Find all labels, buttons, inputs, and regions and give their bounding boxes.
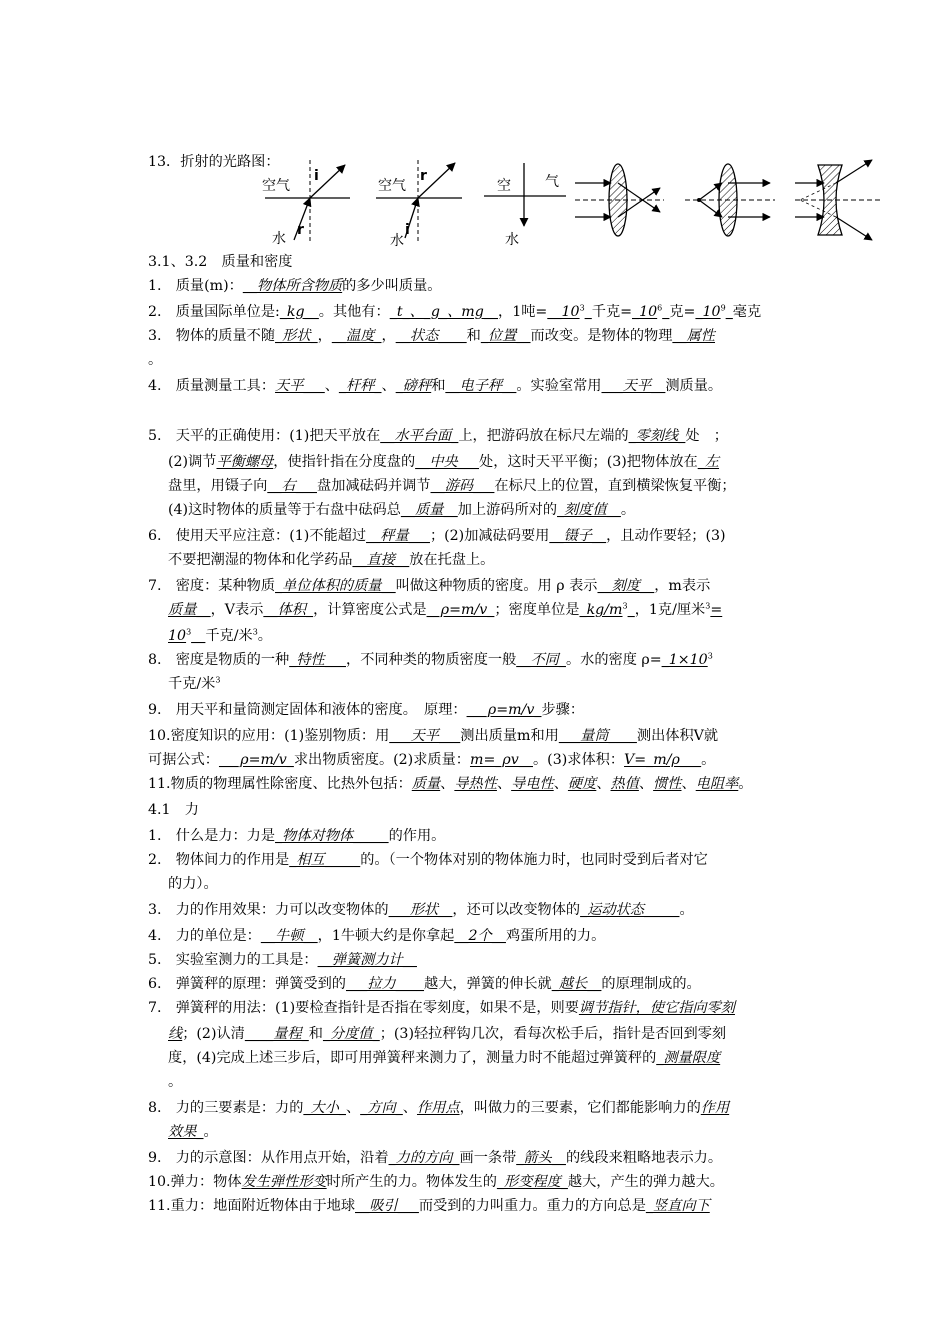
text-line: [148, 426, 728, 446]
text-line: [168, 1122, 218, 1142]
answer-blank: _1×10: [661, 652, 708, 668]
label-air-3b: 气: [545, 174, 559, 190]
text-segment: 5. 实验室测力的工具是：: [148, 952, 318, 968]
text-line: [148, 1148, 722, 1168]
answer-blank: __电子秤__: [445, 378, 517, 394]
text-segment: 3. 力的作用效果：力可以改变物体的: [148, 902, 389, 918]
text-segment: 。: [701, 752, 716, 768]
superscript: 3: [705, 601, 711, 611]
text-line: [148, 1196, 710, 1216]
answer-blank: ___天平___: [389, 728, 461, 744]
text-segment: 8. 密度是物质的一种: [148, 652, 290, 668]
text-segment: (4)这时物体的质量等于右盘中砝码总: [168, 502, 401, 518]
text-line: [148, 302, 761, 322]
answer-blank: __属性: [672, 328, 715, 344]
text-segment: ；(3)轻拉秤钩几次，看每次松手后，指针是否回到零刻: [379, 1026, 727, 1042]
answer-blank: _大小_: [303, 1100, 346, 1116]
answer-blank: _刻度值__: [557, 502, 621, 518]
text-segment: 在标尺上的位置，直到横梁恢复平衡；: [494, 478, 736, 494]
text-segment: 越大，弹簧的伸长就: [424, 976, 552, 992]
text-segment: ；(2)加减砝码要用: [429, 528, 550, 544]
text-line: [168, 550, 494, 570]
answer-blank: _10: [695, 304, 721, 320]
text-segment: 、: [440, 776, 455, 792]
text-segment: 上，把游码放在标尺左端的: [458, 428, 629, 444]
answer-blank: __镊子__: [549, 528, 607, 544]
text-segment: 7. 弹簧秤的用法：(1)要检查指针是否指在零刻度，如果不是，则要: [148, 1000, 579, 1016]
text-segment: 7. 密度：某种物质: [148, 578, 276, 594]
text-segment: 5. 天平的正确使用：(1)把天平放在: [148, 428, 381, 444]
text-line: [148, 926, 605, 946]
answer-blank: _位置__: [480, 328, 531, 344]
superscript: 9: [720, 303, 726, 313]
text-line: [168, 874, 218, 894]
text-line: [168, 1072, 182, 1092]
answer-blank: __直接__: [352, 552, 410, 568]
answer-blank: _: [725, 304, 733, 320]
text-segment: 、: [402, 1100, 417, 1116]
answer-blank: _竖直向下: [645, 1198, 710, 1214]
answer-blank: __刻度__: [597, 578, 655, 594]
answer-blank: ____量程_: [244, 1026, 309, 1042]
answer-blank: __牛顿__: [260, 928, 318, 944]
answer-blank: 平衡螺母: [216, 454, 274, 470]
text-segment: 的。（一个物体对别的物体施力时，也同时受到后者对它: [360, 852, 708, 868]
text-segment: 3.1、3.2 质量和密度: [148, 254, 293, 270]
label-i-1: i: [314, 168, 319, 184]
answer-blank: _零刻线_: [628, 428, 686, 444]
text-segment: 千克=: [591, 304, 633, 320]
answer-blank: __物体所含物质: [242, 278, 343, 294]
answer-blank: 作用点: [416, 1100, 460, 1116]
text-segment: 测质量。: [665, 378, 723, 394]
answer-blank: 效果_: [168, 1124, 204, 1140]
text-segment: 毫克: [732, 304, 762, 320]
text-segment: 10.密度知识的应用：(1)鉴别物质：用: [148, 728, 390, 744]
answer-blank: 调节指针，使它指向零刻: [578, 1000, 735, 1016]
text-segment: 、: [381, 378, 396, 394]
text-segment: 测出体积V就: [636, 728, 719, 744]
text-segment: ，1吨=: [498, 304, 548, 320]
text-segment: 、: [496, 776, 512, 792]
text-segment: 8. 力的三要素是：力的: [148, 1100, 304, 1116]
answer-blank: _左: [697, 454, 720, 470]
answer-blank: _相互_____: [289, 852, 361, 868]
text-segment: ；密度单位是: [494, 602, 580, 618]
superscript: 3: [622, 601, 628, 611]
label-water-1: 水: [272, 231, 286, 247]
text-segment: 、: [553, 776, 568, 792]
text-segment: 、: [638, 776, 654, 792]
superscript: 3: [579, 303, 585, 313]
text-segment: 步骤：: [541, 702, 585, 718]
answer-blank: _: [584, 304, 592, 320]
answer-blank: 天平___: [275, 378, 325, 394]
text-segment: ，: [317, 328, 332, 344]
text-line: [148, 700, 584, 720]
text-segment: 。: [203, 1124, 218, 1140]
answer-blank: __游码___: [430, 478, 495, 494]
text-segment: 加上游码所对的: [457, 502, 558, 518]
answer-blank: _物体对物体_____: [275, 828, 389, 844]
answer-blank: __10: [547, 304, 580, 320]
text-segment: 处，这时天平平衡；(3)把物体放在: [479, 454, 698, 470]
text-segment: 的多少叫质量。: [342, 278, 442, 294]
text-segment: 3. 物体的质量不随: [148, 328, 276, 344]
answer-blank: 质量__: [168, 602, 211, 618]
answer-blank: 质量: [411, 776, 441, 792]
text-segment: 盘里，用镊子向: [168, 478, 268, 494]
text-line: [148, 826, 445, 846]
text-segment: 。水的密度 ρ=: [565, 652, 662, 668]
answer-blank: _: [627, 602, 635, 618]
text-segment: 4.1 力: [148, 802, 199, 818]
text-segment: 、: [346, 1100, 361, 1116]
answer-blank: _测量限度: [656, 1050, 721, 1066]
text-segment: 的线段来粗略地表示力。: [565, 1150, 723, 1166]
answer-blank: 导电性: [511, 776, 554, 792]
text-line: [148, 1098, 729, 1118]
text-segment: 。其他有：: [318, 304, 390, 320]
answer-blank: ___量筒____: [558, 728, 637, 744]
superscript: 3: [252, 627, 258, 637]
text-segment: 。: [620, 502, 636, 518]
answer-blank: __弹簧测力计__: [317, 952, 417, 968]
text-segment: 的原理制成的。: [601, 976, 701, 992]
text-segment: 9. 用天平和量筒测定固体和液体的密度。 原理：: [148, 702, 467, 718]
text-segment: 和: [308, 1026, 323, 1042]
refraction-diagrams: [0, 0, 950, 260]
text-segment: 10.弹力：物体: [148, 1174, 242, 1190]
answer-blank: 硬度: [567, 776, 597, 792]
text-segment: 11.重力：地面附近物体由于地球: [148, 1198, 356, 1214]
text-segment: 1. 质量(m)：: [148, 278, 243, 294]
answer-blank: _形变程度_: [496, 1174, 568, 1190]
answer-blank: _杆秤_: [338, 378, 382, 394]
answer-blank: __体积_: [263, 602, 314, 618]
text-segment: 千克/米: [205, 628, 253, 644]
answer-blank: _: [662, 304, 670, 320]
answer-blank: _磅秤: [395, 378, 432, 394]
text-line: [148, 900, 694, 920]
text-segment: 。(3)求体积：: [532, 752, 625, 768]
answer-blank: __不同_: [516, 652, 566, 668]
superscript: 3: [215, 675, 221, 685]
label-water-3: 水: [505, 232, 519, 248]
text-line: [168, 674, 220, 694]
text-segment: ，且动作要轻；(3): [606, 528, 726, 544]
answer-blank: 线: [168, 1026, 183, 1042]
text-line: [168, 1048, 720, 1068]
text-segment: ，V表示: [210, 602, 264, 618]
answer-blank: _kg__: [279, 304, 319, 320]
text-segment: 时所产生的力。物体发生的: [326, 1174, 497, 1190]
text-segment: 放在托盘上。: [409, 552, 495, 568]
answer-blank: __质量__: [400, 502, 458, 518]
answer-blank: __2个__: [454, 928, 506, 944]
label-water-2: 水: [390, 233, 404, 249]
text-line: [168, 452, 719, 472]
text-line: [148, 650, 713, 670]
answer-blank: _10: [632, 304, 658, 320]
answer-blank: __吸引___: [355, 1198, 419, 1214]
answer-blank: __右___: [267, 478, 317, 494]
text-segment: 。: [679, 902, 694, 918]
answer-blank: __温度_: [331, 328, 382, 344]
text-line: [148, 1172, 724, 1192]
text-line: [148, 576, 710, 596]
text-line: [148, 376, 722, 396]
answer-blank: _方向_: [360, 1100, 403, 1116]
text-line: [148, 974, 701, 994]
text-segment: 而改变。是物体的物理: [530, 328, 673, 344]
text-segment: ；(2)认清: [182, 1026, 245, 1042]
text-segment: 克=: [669, 304, 696, 320]
text-line: [148, 850, 708, 870]
text-segment: 。实验室常用: [516, 378, 602, 394]
superscript: 3: [707, 651, 713, 661]
answer-blank: _kg/m: [579, 602, 623, 618]
label-r-1: r: [297, 222, 304, 238]
text-segment: ，还可以改变物体的: [452, 902, 581, 918]
text-segment: 、: [596, 776, 611, 792]
label-r-2: r: [420, 168, 427, 184]
text-line: [148, 526, 726, 546]
text-segment: 而受到的力叫重力。重力的方向总是: [418, 1198, 646, 1214]
text-segment: 可据公式：: [148, 752, 219, 768]
text-segment: 画一条带: [459, 1150, 517, 1166]
answer-blank: ___拉力____: [345, 976, 425, 992]
text-segment: 求出物质密度。(2)求质量：: [293, 752, 470, 768]
answer-blank: _单位体积的质量__: [275, 578, 396, 594]
text-line: [148, 350, 162, 370]
superscript: 6: [657, 303, 663, 313]
text-segment: 2. 物体间力的作用是: [148, 852, 290, 868]
text-segment: ，不同种类的物质密度一般: [346, 652, 517, 668]
text-segment: 和: [431, 378, 446, 394]
answer-blank: =: [710, 602, 723, 618]
text-segment: 度，(4)完成上述三步后，即可用弹簧秤来测力了，测量力时不能超过弹簧秤的: [168, 1050, 657, 1066]
text-line: [148, 750, 715, 770]
answer-blank: __中央___: [415, 454, 479, 470]
answer-blank: ___形状__: [388, 902, 453, 918]
text-segment: 9. 力的示意图：从作用点开始，沿着: [148, 1150, 389, 1166]
text-segment: 叫做这种物质的密度。用 ρ 表示: [395, 578, 598, 594]
text-segment: ，m表示: [654, 578, 711, 594]
text-segment: 不要把潮湿的物体和化学药品: [168, 552, 353, 568]
refraction-diagram-3: [484, 163, 566, 248]
text-line: [148, 326, 715, 346]
text-segment: 盘加减砝码并调节: [317, 478, 431, 494]
answer-blank: m=_ρv__: [469, 752, 533, 768]
text-segment: 11.物质的物理属性除密度、比热外包括：: [148, 776, 412, 792]
text-segment: ，使指针指在分度盘的: [273, 454, 416, 470]
answer-blank: 热值: [610, 776, 639, 792]
text-line: [148, 774, 752, 794]
text-segment: ，1克/厘米: [634, 602, 706, 618]
text-segment: 6. 弹簧秤的原理：弹簧受到的: [148, 976, 346, 992]
answer-blank: _分度值_: [322, 1026, 380, 1042]
answer-blank: _箭头__: [516, 1150, 566, 1166]
text-segment: 鸡蛋所用的力。: [505, 928, 606, 944]
label-air-1: 空气: [262, 178, 290, 194]
answer-blank: __: [191, 628, 206, 644]
text-segment: 千克/米: [168, 676, 216, 692]
text-line: [148, 726, 718, 746]
convex-lens-diagram-2: [685, 164, 775, 236]
diagram-title: 13．折射的光路图：: [148, 154, 280, 170]
label-i-2: i: [405, 222, 410, 238]
answer-blank: 惯性: [653, 776, 682, 792]
answer-blank: _运动状态_____: [580, 902, 680, 918]
superscript: 3: [186, 627, 192, 637]
text-segment: 越大，产生的弹力越大。: [567, 1174, 724, 1190]
answer-blank: _越长__: [551, 976, 602, 992]
convex-lens-diagram-1: [575, 164, 664, 236]
text-line: [148, 252, 292, 272]
concave-lens-diagram: [795, 160, 880, 240]
refraction-diagram-2: [376, 160, 462, 249]
text-segment: (2)调节: [168, 454, 217, 470]
answer-blank: __状态____: [395, 328, 467, 344]
text-segment: 的作用。: [388, 828, 446, 844]
answer-blank: __水平台面_: [380, 428, 459, 444]
text-segment: 2. 质量国际单位是:: [148, 304, 280, 320]
answer-blank: _形状_: [275, 328, 318, 344]
text-segment: ，1牛顿大约是你拿起: [317, 928, 455, 944]
text-line: [168, 500, 635, 520]
text-segment: 。: [148, 352, 163, 368]
text-segment: ，叫做力的三要素，它们都能影响力的: [459, 1100, 701, 1116]
text-segment: 的力）。: [168, 876, 218, 892]
text-segment: 、: [681, 776, 696, 792]
answer-blank: __秤量___: [366, 528, 430, 544]
answer-blank: _力的方向_: [388, 1150, 460, 1166]
text-line: [168, 626, 272, 646]
text-segment: 4. 质量测量工具：: [148, 378, 276, 394]
answer-blank: _t_、_g_、mg__: [389, 304, 499, 320]
answer-blank: ___天平__: [601, 378, 666, 394]
text-line: [168, 476, 736, 496]
answer-blank: 发生弹性形变: [241, 1174, 327, 1190]
text-segment: 1. 什么是力：力是: [148, 828, 276, 844]
answer-blank: ___ρ=m/v_: [466, 702, 542, 718]
answer-blank: __ρ=m/v_: [426, 602, 495, 618]
answer-blank: 导热性: [454, 776, 497, 792]
text-segment: ，计算密度公式是: [313, 602, 427, 618]
text-segment: 。: [738, 776, 753, 792]
answer-blank: 作用: [700, 1100, 730, 1116]
answer-blank: 10: [168, 628, 187, 644]
answer-blank: ___ρ=m/v_: [218, 752, 294, 768]
text-segment: 测出质量m和用: [460, 728, 559, 744]
text-segment: 。: [168, 1074, 183, 1090]
label-air-2: 空气: [378, 178, 406, 194]
answer-blank: V=_m/ρ___: [624, 752, 702, 768]
label-air-3: 空: [497, 178, 511, 194]
text-line: [168, 1024, 726, 1044]
text-segment: 处 ；: [685, 428, 728, 444]
text-line: [148, 950, 417, 970]
text-line: [168, 600, 722, 620]
answer-blank: _特性___: [289, 652, 346, 668]
text-line: [148, 998, 735, 1018]
refraction-diagram-1: [262, 160, 350, 247]
text-segment: ，: [381, 328, 396, 344]
text-segment: 。: [257, 628, 272, 644]
text-line: [148, 800, 199, 820]
text-segment: 和: [466, 328, 481, 344]
answer-blank: 电阻率: [695, 776, 739, 792]
text-segment: 4. 力的单位是：: [148, 928, 261, 944]
text-line: [148, 276, 441, 296]
text-segment: 、: [324, 378, 339, 394]
text-segment: 6. 使用天平应注意：(1)不能超过: [148, 528, 367, 544]
